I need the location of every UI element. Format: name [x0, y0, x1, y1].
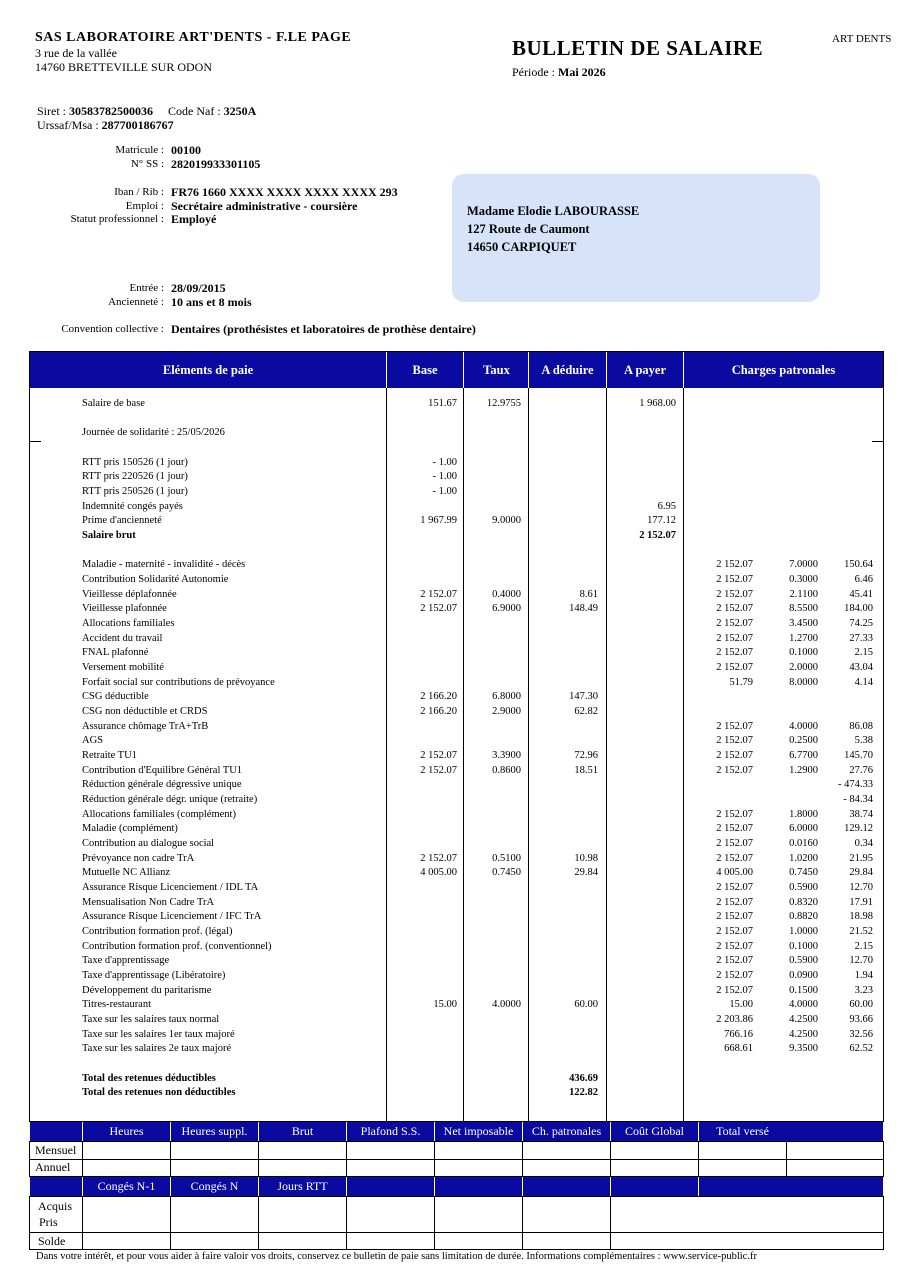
row-patronal-montant: 21.95 — [849, 853, 873, 864]
row-label: Total des retenues déductibles — [82, 1073, 216, 1084]
row-base: 2 166.20 — [420, 691, 457, 702]
row-patronal-base: 2 152.07 — [716, 985, 753, 996]
row-base: 2 152.07 — [420, 589, 457, 600]
emploi-value: Secrétaire administrative - coursière — [171, 199, 358, 213]
table-row — [0, 822, 909, 836]
leave-header-cell — [610, 1177, 698, 1196]
emploi-label: Emploi : — [125, 200, 164, 212]
row-deduire: 10.98 — [574, 853, 598, 864]
row-base: 1 967.99 — [420, 515, 457, 526]
convention-value: Dentaires (prothésistes et laboratoires de prothèse dentaire) — [171, 322, 476, 336]
row-patronal-montant: 93.66 — [849, 1014, 873, 1025]
urssaf-line — [37, 118, 174, 133]
naf-label: Code Naf : — [168, 104, 221, 118]
row-base: - 1.00 — [432, 457, 457, 468]
row-base: 2 152.07 — [420, 750, 457, 761]
table-row — [0, 866, 909, 880]
row-taux: 4.0000 — [492, 999, 521, 1010]
row-label: Prime d'ancienneté — [82, 515, 162, 526]
row-patronal-montant: 27.76 — [849, 765, 873, 776]
row-label: Allocations familiales — [82, 618, 175, 629]
row-patronal-taux: 6.0000 — [789, 823, 818, 834]
row-label: Réduction générale dégressive unique — [82, 779, 242, 790]
table-row — [0, 558, 909, 572]
row-label: Total des retenues non déductibles — [82, 1087, 236, 1098]
table-row — [0, 984, 909, 998]
row-patronal-base: 668.61 — [724, 1043, 753, 1054]
row-patronal-taux: 0.1000 — [789, 647, 818, 658]
row-patronal-montant: 2.15 — [854, 647, 873, 658]
table-row — [0, 793, 909, 807]
convention-label: Convention collective : — [61, 323, 164, 335]
recipient-city: 14650 CARPIQUET — [467, 240, 577, 254]
row-patronal-montant: 62.52 — [849, 1043, 873, 1054]
leave-grid — [29, 1196, 884, 1250]
row-label: Contribution Solidarité Autonomie — [82, 574, 229, 585]
matricule-label: Matricule : — [115, 144, 164, 156]
table-row — [0, 940, 909, 954]
summary-header-cell: Coût Global — [610, 1122, 698, 1141]
table-row — [0, 500, 909, 514]
row-deduire: 18.51 — [574, 765, 598, 776]
table-row — [0, 720, 909, 734]
row-label: CSG déductible — [82, 691, 149, 702]
row-patronal-taux: 1.0000 — [789, 926, 818, 937]
row-label: Mutuelle NC Allianz — [82, 867, 171, 878]
statut-value: Employé — [171, 212, 217, 226]
row-patronal-montant: - 84.34 — [843, 794, 873, 805]
header-charges: Charges patronales — [731, 363, 836, 377]
row-patronal-base: 2 152.07 — [716, 750, 753, 761]
summary-header-cell: Ch. patronales — [522, 1122, 610, 1141]
table-row — [0, 456, 909, 470]
brand-label: ART DENTS — [832, 33, 892, 45]
row-patronal-montant: 1.94 — [854, 970, 873, 981]
anciennete-value: 10 ans et 8 mois — [171, 295, 252, 309]
row-patronal-base: 2 152.07 — [716, 603, 753, 614]
row-patronal-base: 2 152.07 — [716, 765, 753, 776]
row-payer: 2 152.07 — [639, 530, 676, 541]
table-row — [0, 426, 909, 440]
summary-grid — [29, 1141, 884, 1177]
table-row — [0, 514, 909, 528]
row-taux: 0.4000 — [492, 589, 521, 600]
row-patronal-montant: - 474.33 — [838, 779, 873, 790]
table-row — [0, 676, 909, 690]
row-patronal-taux: 2.0000 — [789, 662, 818, 673]
row-deduire: 60.00 — [574, 999, 598, 1010]
row-patronal-base: 2 152.07 — [716, 589, 753, 600]
table-row — [0, 837, 909, 851]
row-taux: 2.9000 — [492, 706, 521, 717]
row-patronal-taux: 8.0000 — [789, 677, 818, 688]
row-label: Salaire brut — [82, 530, 136, 541]
row-patronal-montant: 32.56 — [849, 1029, 873, 1040]
row-payer: 1 968.00 — [639, 398, 676, 409]
row-patronal-taux: 0.5900 — [789, 955, 818, 966]
row-base: - 1.00 — [432, 486, 457, 497]
row-patronal-base: 2 152.07 — [716, 955, 753, 966]
table-row — [0, 1072, 909, 1086]
row-label: AGS — [82, 735, 104, 746]
naf-value: 3250A — [223, 104, 257, 118]
row-taux: 0.5100 — [492, 853, 521, 864]
row-patronal-taux: 1.0200 — [789, 853, 818, 864]
row-patronal-montant: 5.38 — [854, 735, 873, 746]
row-patronal-taux: 0.0160 — [789, 838, 818, 849]
summary-header-cell: Heures suppl. — [170, 1122, 258, 1141]
table-row — [0, 485, 909, 499]
row-label: Assurance Risque Licenciement / IDL TA — [82, 882, 259, 893]
urssaf-label: Urssaf/Msa : — [37, 118, 99, 132]
header-payer: A payer — [623, 363, 666, 377]
row-base: 2 152.07 — [420, 765, 457, 776]
table-row — [0, 397, 909, 411]
row-label: Salaire de base — [82, 398, 145, 409]
row-label: Taxe sur les salaires taux normal — [82, 1014, 220, 1025]
row-patronal-montant: 6.46 — [854, 574, 873, 585]
header-taux: Taux — [483, 363, 510, 377]
row-taux: 6.8000 — [492, 691, 521, 702]
summary-header-cell: Brut — [258, 1122, 346, 1141]
leave-row-label: Pris — [39, 1215, 58, 1229]
row-patronal-base: 2 152.07 — [716, 970, 753, 981]
table-row — [0, 852, 909, 866]
urssaf-value: 287700186767 — [101, 118, 174, 132]
row-patronal-montant: 12.70 — [849, 882, 873, 893]
payslip-table-header — [30, 352, 883, 388]
summary-header-cell: Heures — [82, 1122, 170, 1141]
row-patronal-taux: 7.0000 — [789, 559, 818, 570]
row-label: Assurance chômage TrA+TrB — [82, 721, 209, 732]
table-row — [0, 1086, 909, 1100]
row-base: 15.00 — [433, 999, 457, 1010]
period-value: Mai 2026 — [558, 65, 606, 79]
row-deduire: 8.61 — [579, 589, 598, 600]
period-label: Période : — [512, 65, 555, 79]
row-patronal-base: 51.79 — [729, 677, 753, 688]
company-address-line1: 3 rue de la vallée — [35, 46, 117, 60]
table-row — [0, 632, 909, 646]
recipient-street: 127 Route de Caumont — [467, 222, 590, 236]
row-patronal-base: 2 152.07 — [716, 809, 753, 820]
row-base: 151.67 — [428, 398, 457, 409]
leave-row-label: Acquis — [38, 1199, 72, 1213]
table-row — [0, 998, 909, 1012]
row-patronal-base: 2 152.07 — [716, 838, 753, 849]
row-label: Contribution formation prof. (légal) — [82, 926, 233, 937]
row-patronal-montant: 0.34 — [854, 838, 873, 849]
row-deduire: 72.96 — [574, 750, 598, 761]
row-deduire: 147.30 — [569, 691, 598, 702]
table-row — [0, 778, 909, 792]
table-row — [0, 808, 909, 822]
summary-row-label: Annuel — [35, 1160, 71, 1174]
row-taux: 9.0000 — [492, 515, 521, 526]
row-patronal-taux: 3.4500 — [789, 618, 818, 629]
row-label: Contribution d'Equilibre Général TU1 — [82, 765, 243, 776]
header-deduire: A déduire — [541, 363, 594, 377]
row-label: Taxe d'apprentissage — [82, 955, 170, 966]
row-label: Indemnité congés payés — [82, 501, 183, 512]
row-patronal-montant: 150.64 — [844, 559, 873, 570]
row-patronal-base: 2 152.07 — [716, 853, 753, 864]
row-patronal-taux: 4.2500 — [789, 1029, 818, 1040]
row-patronal-montant: 129.12 — [844, 823, 873, 834]
matricule-value: 00100 — [171, 143, 201, 157]
row-patronal-taux: 6.7700 — [789, 750, 818, 761]
row-patronal-base: 2 152.07 — [716, 574, 753, 585]
row-patronal-taux: 0.7450 — [789, 867, 818, 878]
row-patronal-base: 2 152.07 — [716, 882, 753, 893]
row-label: Titres-restaurant — [82, 999, 152, 1010]
row-base: 4 005.00 — [420, 867, 457, 878]
table-row — [0, 734, 909, 748]
table-row — [0, 881, 909, 895]
row-patronal-base: 2 203.86 — [716, 1014, 753, 1025]
row-label: Réduction générale dégr. unique (retraite) — [82, 794, 258, 805]
table-row — [0, 969, 909, 983]
row-patronal-base: 2 152.07 — [716, 897, 753, 908]
row-patronal-base: 2 152.07 — [716, 735, 753, 746]
leave-header-cell — [434, 1177, 522, 1196]
ss-value: 282019933301105 — [171, 157, 261, 171]
iban-label: Iban / Rib : — [114, 186, 164, 198]
row-patronal-taux: 1.2900 — [789, 765, 818, 776]
leave-header-cell: Congés N-1 — [82, 1177, 170, 1196]
row-payer: 177.12 — [647, 515, 676, 526]
row-label: Développement du paritarisme — [82, 985, 212, 996]
row-patronal-base: 2 152.07 — [716, 823, 753, 834]
row-patronal-montant: 184.00 — [844, 603, 873, 614]
row-patronal-montant: 38.74 — [849, 809, 873, 820]
row-patronal-montant: 21.52 — [849, 926, 873, 937]
siret-line — [37, 104, 256, 119]
row-label: Retraite TU1 — [82, 750, 137, 761]
table-row — [0, 661, 909, 675]
company-name: SAS LABORATOIRE ART'DENTS - F.LE PAGE — [35, 30, 352, 45]
row-patronal-base: 4 005.00 — [716, 867, 753, 878]
table-row — [0, 617, 909, 631]
company-address-line2: 14760 BRETTEVILLE SUR ODON — [35, 60, 212, 74]
table-row — [0, 749, 909, 763]
row-patronal-base: 2 152.07 — [716, 926, 753, 937]
entree-label: Entrée : — [129, 282, 164, 294]
table-row — [0, 764, 909, 778]
footer-notice: Dans votre intérêt, et pour vous aider à faire valoir vos droits, conservez ce bulletin de paie sans limitation de durée. Informations complémentaires : www.service-public.fr — [36, 1251, 757, 1262]
row-patronal-base: 2 152.07 — [716, 721, 753, 732]
row-patronal-montant: 60.00 — [849, 999, 873, 1010]
leave-header-cell — [346, 1177, 434, 1196]
row-label: Vieillesse déplafonnée — [82, 589, 177, 600]
row-patronal-montant: 45.41 — [849, 589, 873, 600]
iban-value: FR76 1660 XXXX XXXX XXXX XXXX 293 — [171, 185, 398, 199]
row-patronal-taux: 9.3500 — [789, 1043, 818, 1054]
summary-header-cell: Total versé — [698, 1122, 786, 1141]
row-label: FNAL plafonné — [82, 647, 149, 658]
row-patronal-montant: 4.14 — [854, 677, 873, 688]
row-patronal-taux: 2.1100 — [789, 589, 818, 600]
table-row — [0, 602, 909, 616]
row-patronal-taux: 0.1000 — [789, 941, 818, 952]
summary-header-cell: Plafond S.S. — [346, 1122, 434, 1141]
row-label: Maladie - maternité - invalidité - décès — [82, 559, 246, 570]
recipient-name: Madame Elodie LABOURASSE — [467, 204, 640, 218]
leave-header-cell: Congés N — [170, 1177, 258, 1196]
row-label: Accident du travail — [82, 633, 163, 644]
row-label: Taxe sur les salaires 1er taux majoré — [82, 1029, 235, 1040]
row-patronal-taux: 0.5900 — [789, 882, 818, 893]
row-label: CSG non déductible et CRDS — [82, 706, 208, 717]
row-label: Taxe d'apprentissage (Libératoire) — [82, 970, 226, 981]
row-base: 2 152.07 — [420, 603, 457, 614]
statut-label: Statut professionnel : — [70, 213, 164, 225]
row-patronal-taux: 0.8820 — [789, 911, 818, 922]
row-label: Maladie (complément) — [82, 823, 178, 834]
row-label: Versement mobilité — [82, 662, 164, 673]
table-row — [0, 470, 909, 484]
document-title: BULLETIN DE SALAIRE — [512, 36, 764, 60]
entree-value: 28/09/2015 — [171, 281, 226, 295]
row-taux: 0.8600 — [492, 765, 521, 776]
row-patronal-montant: 145.70 — [844, 750, 873, 761]
header-base: Base — [412, 363, 438, 377]
row-patronal-taux: 8.5500 — [789, 603, 818, 614]
row-label: RTT pris 220526 (1 jour) — [82, 471, 188, 482]
row-patronal-base: 15.00 — [729, 999, 753, 1010]
table-row — [0, 925, 909, 939]
row-taux: 6.9000 — [492, 603, 521, 614]
row-base: - 1.00 — [432, 471, 457, 482]
row-base: 2 166.20 — [420, 706, 457, 717]
row-label: Mensualisation Non Cadre TrA — [82, 897, 215, 908]
row-deduire: 29.84 — [574, 867, 598, 878]
row-patronal-taux: 4.0000 — [789, 999, 818, 1010]
row-deduire: 436.69 — [569, 1073, 598, 1084]
row-label: RTT pris 250526 (1 jour) — [82, 486, 188, 497]
row-label: Journée de solidarité : 25/05/2026 — [82, 427, 225, 438]
row-patronal-montant: 29.84 — [849, 867, 873, 878]
row-deduire: 148.49 — [569, 603, 598, 614]
row-taux: 0.7450 — [492, 867, 521, 878]
row-patronal-montant: 27.33 — [849, 633, 873, 644]
summary-row-label: Mensuel — [35, 1143, 77, 1157]
row-patronal-montant: 2.15 — [854, 941, 873, 952]
row-patronal-base: 2 152.07 — [716, 633, 753, 644]
recipient-address-box — [452, 174, 820, 302]
table-row — [0, 1028, 909, 1042]
row-patronal-base: 2 152.07 — [716, 662, 753, 673]
row-patronal-taux: 0.2500 — [789, 735, 818, 746]
siret-label: Siret : — [37, 104, 66, 118]
row-patronal-base: 2 152.07 — [716, 647, 753, 658]
row-patronal-base: 2 152.07 — [716, 911, 753, 922]
row-patronal-taux: 1.2700 — [789, 633, 818, 644]
row-label: RTT pris 150526 (1 jour) — [82, 457, 188, 468]
table-row — [0, 690, 909, 704]
row-patronal-taux: 0.8320 — [789, 897, 818, 908]
row-patronal-base: 2 152.07 — [716, 618, 753, 629]
row-label: Vieillesse plafonnée — [82, 603, 167, 614]
row-deduire: 122.82 — [569, 1087, 598, 1098]
row-patronal-montant: 3.23 — [854, 985, 873, 996]
leave-header-cell — [698, 1177, 786, 1196]
row-patronal-montant: 74.25 — [849, 618, 873, 629]
summary-header-cell: Net imposable — [434, 1122, 522, 1141]
row-label: Forfait social sur contributions de prévoyance — [82, 677, 275, 688]
table-row — [0, 1042, 909, 1056]
row-patronal-montant: 17.91 — [849, 897, 873, 908]
header-elements: Eléments de paie — [162, 363, 254, 377]
row-patronal-taux: 1.8000 — [789, 809, 818, 820]
row-deduire: 62.82 — [574, 706, 598, 717]
row-patronal-taux: 4.0000 — [789, 721, 818, 732]
table-row — [0, 954, 909, 968]
anciennete-label: Ancienneté : — [108, 296, 164, 308]
table-row — [0, 646, 909, 660]
row-patronal-taux: 0.3000 — [789, 574, 818, 585]
row-taux: 3.3900 — [492, 750, 521, 761]
row-label: Assurance Risque Licenciement / IFC TrA — [82, 911, 262, 922]
row-label: Contribution au dialogue social — [82, 838, 215, 849]
leave-header-cell — [522, 1177, 610, 1196]
row-base: 2 152.07 — [420, 853, 457, 864]
row-patronal-base: 766.16 — [724, 1029, 753, 1040]
table-row — [0, 529, 909, 543]
row-label: Taxe sur les salaires 2e taux majoré — [82, 1043, 232, 1054]
row-patronal-montant: 12.70 — [849, 955, 873, 966]
row-patronal-taux: 0.0900 — [789, 970, 818, 981]
ss-label: N° SS : — [130, 158, 164, 170]
row-taux: 12.9755 — [486, 398, 521, 409]
row-patronal-montant: 18.98 — [849, 911, 873, 922]
table-row — [0, 896, 909, 910]
table-row — [0, 1013, 909, 1027]
row-label: Prévoyance non cadre TrA — [82, 853, 195, 864]
period — [512, 65, 606, 80]
table-row — [0, 573, 909, 587]
row-label: Contribution formation prof. (conventionnel) — [82, 941, 272, 952]
row-patronal-montant: 43.04 — [849, 662, 873, 673]
table-row — [0, 910, 909, 924]
row-patronal-montant: 86.08 — [849, 721, 873, 732]
table-row — [0, 705, 909, 719]
row-payer: 6.95 — [657, 501, 676, 512]
row-patronal-base: 2 152.07 — [716, 941, 753, 952]
row-patronal-taux: 0.1500 — [789, 985, 818, 996]
row-patronal-taux: 4.2500 — [789, 1014, 818, 1025]
row-patronal-base: 2 152.07 — [716, 559, 753, 570]
row-label: Allocations familiales (complément) — [82, 809, 236, 820]
siret-value: 30583782500036 — [69, 104, 153, 118]
leave-header — [30, 1177, 883, 1196]
summary-header — [30, 1122, 883, 1141]
leave-row-label: Solde — [38, 1234, 66, 1248]
leave-header-cell: Jours RTT — [258, 1177, 346, 1196]
table-row — [0, 588, 909, 602]
